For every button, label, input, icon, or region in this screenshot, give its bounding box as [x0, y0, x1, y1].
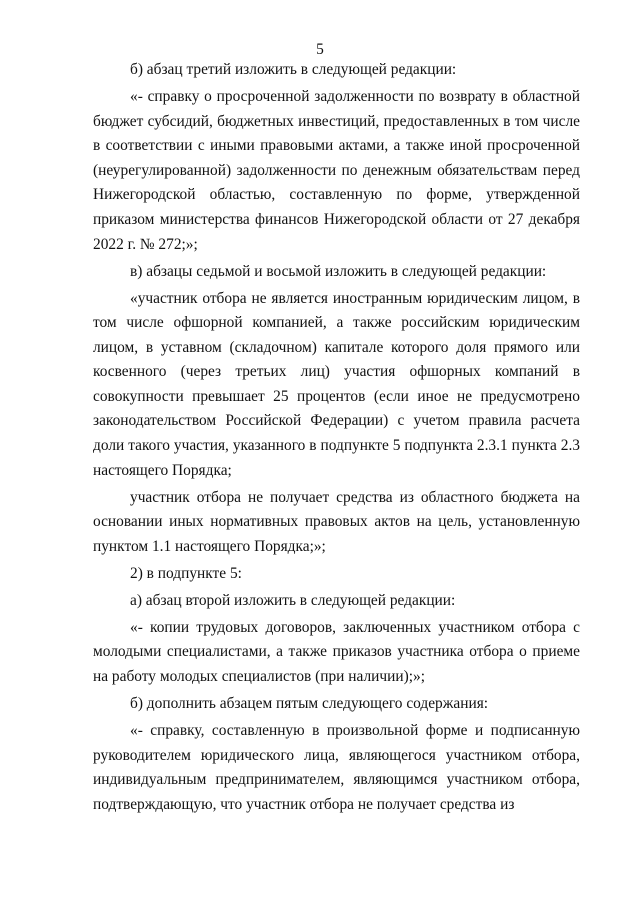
paragraph-point-2: 2) в подпункте 5:: [130, 564, 242, 582]
page-number: 5: [316, 41, 324, 58]
paragraph-subpoint-b-fifth-indent: б) дополнить абзацем пятым следующего содержания:: [130, 694, 489, 712]
document-body: [93, 58, 580, 817]
paragraph-subpoint-b-third-indent: б) абзац третий изложить в следующей редакции:: [130, 61, 457, 78]
paragraph-employment-contracts: «- копии трудовых договоров, заключенных участником отбора с молодыми специалистами, а также приказов участника отбора о приеме на работу молодых специалистов (при наличии);»;: [93, 618, 580, 685]
paragraph-offshore-participation: «участник отбора не является иностранным юридическим лицом, в том числе офшорной компанией, а также российским юридическим лицом, в уставном (складочном) капитале которого доля прямого или косвенного (через третьих лиц) участия офшорных компаний в совокупности превышает 25 процентов (если иное не предусмотрено законодательством Российской Федерации) с учетом правила расчета доли такого участия, указанного в подпункте 5 подпункта 2.3.1 пункта 2.3 настоящего Порядка;: [93, 289, 580, 479]
paragraph-subpoint-v: в) абзацы седьмой и восьмой изложить в следующей редакции:: [130, 262, 547, 280]
paragraph-overdue-debt-certificate: «- справку о просроченной задолженности по возврату в областной бюджет субсидий, бюджетных инвестиций, предоставленных в том числе в соответствии с иными правовыми актами, а также иной просроченной (неурегулированной) задолженности по денежным обязательствам перед Нижегородской областью, составленную по форме, утвержденной приказом министерства финансов Нижегородской области от 27 декабря 2022 г. № 272;»;: [93, 87, 580, 253]
paragraph-subpoint-a: а) абзац второй изложить в следующей редакции:: [130, 591, 456, 609]
paragraph-free-form-certificate: «- справку, составленную в произвольной форме и подписанную руководителем юридического лица, являющегося участником отбора, индивидуальным предпринимателем, являющимся участником отбора, подтверждающую, что участник отбора не получает средства из: [93, 721, 580, 813]
paragraph-no-budget-funds: участник отбора не получает средства из областного бюджета на основании иных нормативных правовых актов на цель, установленную пунктом 1.1 настоящего Порядка;»;: [93, 488, 580, 555]
